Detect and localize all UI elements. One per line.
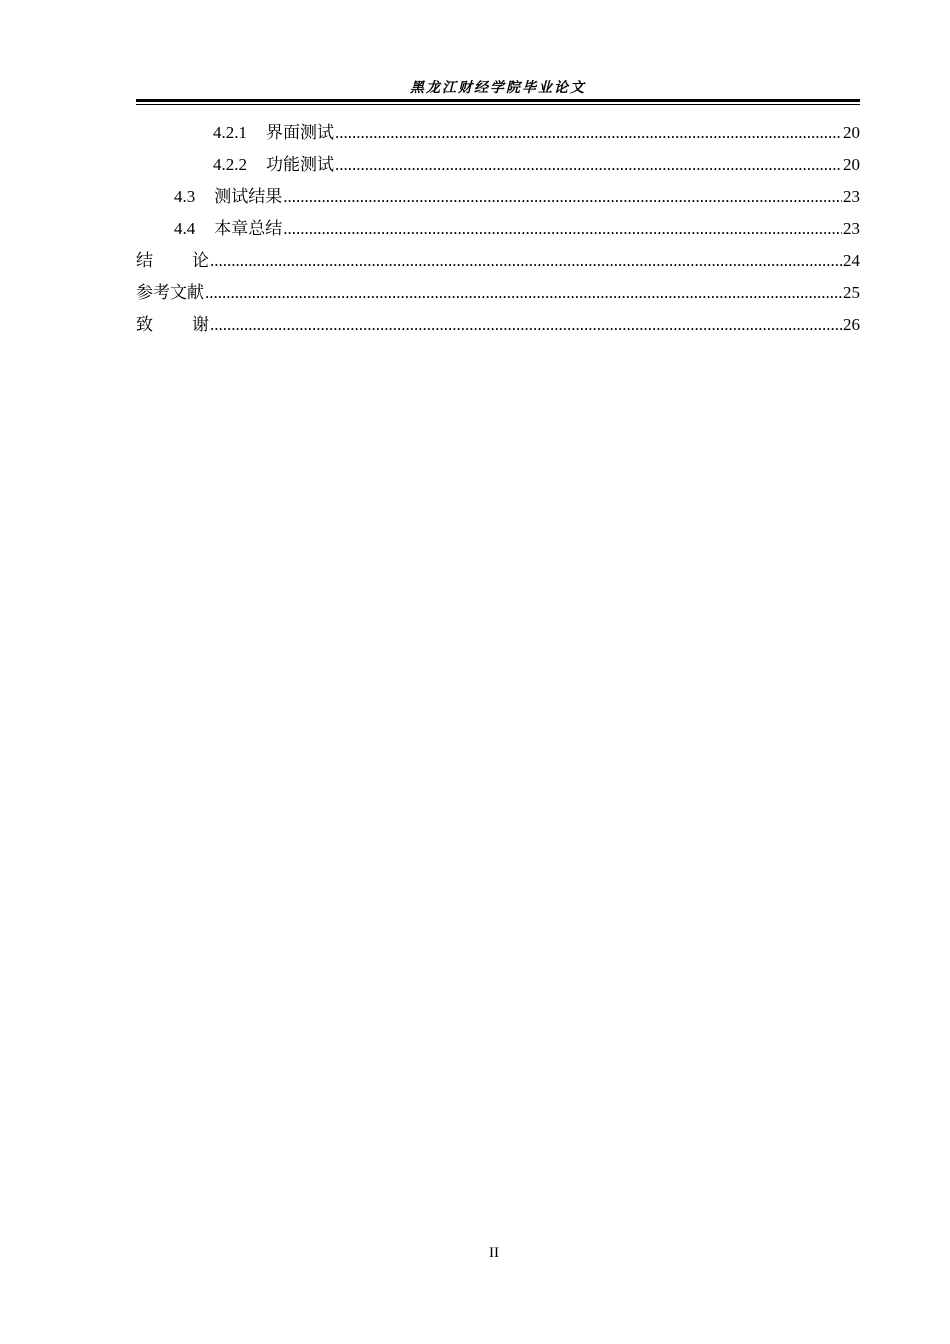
toc-title-first-char: 致	[136, 315, 192, 334]
toc-entry-4-4[interactable]	[136, 213, 860, 245]
toc-entry-4-2-2[interactable]	[136, 149, 860, 181]
toc-section-number: 4.4	[174, 219, 196, 238]
toc-section-title: 界面测试	[266, 123, 334, 142]
toc-dot-leader	[283, 181, 842, 213]
toc-page-number: 23	[843, 187, 860, 206]
toc-section-title: 测试结果	[214, 187, 283, 206]
running-header: 黑龙江财经学院毕业论文	[410, 81, 586, 96]
toc-section-title: 参考文献	[136, 283, 204, 302]
toc-dot-leader	[210, 245, 842, 277]
toc-page-number: 24	[843, 251, 860, 270]
toc-entry-4-2-1[interactable]	[136, 117, 860, 149]
toc-page-number: 25	[843, 283, 860, 302]
toc-entry-4-3[interactable]	[136, 181, 860, 213]
toc-section-title: 本章总结	[214, 219, 283, 238]
toc-dot-leader	[335, 149, 842, 181]
toc-entry-references[interactable]	[136, 277, 860, 309]
toc-entry-conclusion[interactable]	[136, 245, 860, 277]
toc-page-number: 26	[843, 315, 860, 334]
header-rule-thick	[136, 99, 860, 102]
toc-dot-leader	[335, 117, 842, 149]
toc-page-number: 20	[843, 155, 860, 174]
toc-dot-leader	[210, 309, 842, 341]
toc-title-last-char: 论	[192, 251, 209, 270]
toc-entry-acknowledgements[interactable]	[136, 309, 860, 341]
toc-title-first-char: 结	[136, 251, 192, 270]
toc-section-number: 4.2.1	[213, 123, 247, 142]
toc-dot-leader	[205, 277, 842, 309]
toc-dot-leader	[283, 213, 842, 245]
table-of-contents	[136, 117, 860, 341]
toc-page-number: 20	[843, 123, 860, 142]
toc-section-title: 功能测试	[266, 155, 334, 174]
toc-section-number: 4.2.2	[213, 155, 247, 174]
toc-page-number: 23	[843, 219, 860, 238]
toc-title-last-char: 谢	[192, 315, 209, 334]
header-rule-thin	[136, 104, 860, 105]
toc-section-number: 4.3	[174, 187, 196, 206]
page-footer-number: II	[489, 1245, 499, 1261]
